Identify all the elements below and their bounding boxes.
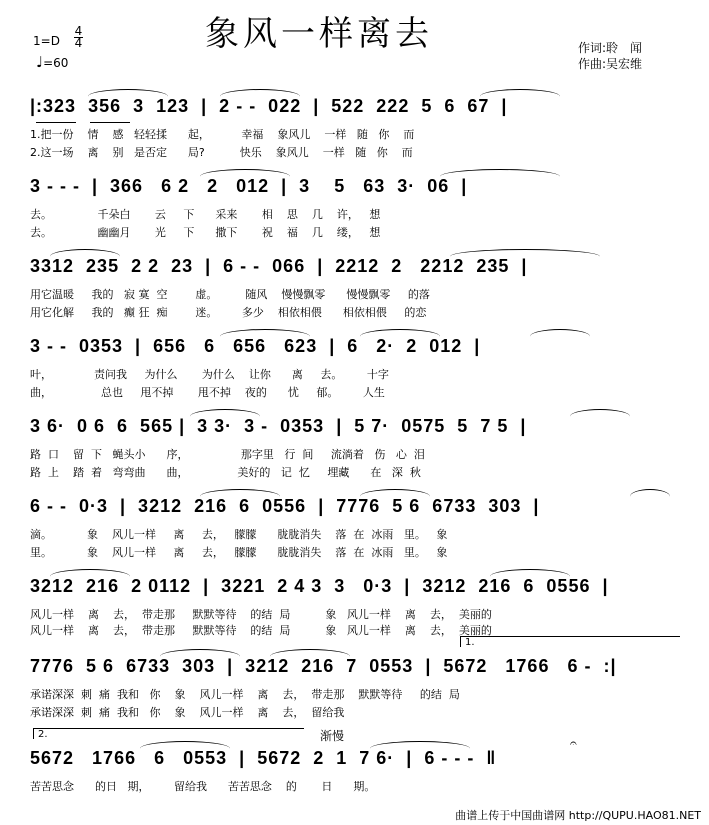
- lyricist-credit: 作词:聆 闻: [578, 41, 643, 55]
- slur: [140, 741, 230, 756]
- tempo-marking: [36, 53, 68, 71]
- slur: [360, 489, 430, 504]
- quarter-note-icon: ♩: [36, 53, 44, 71]
- notation-line: 3 - - - | 366 6 2 2 012 | 3 5 63 3· 06 |: [30, 176, 468, 196]
- slur: [220, 329, 310, 344]
- notation-line: |:323 356 3 123 | 2 - - 022 | 522 222 5 6 67 |: [30, 96, 508, 116]
- lyric-verse-1: 路 口 留 下 蝇头小 序， 那字里 行 间 流淌着 伤 心 泪: [30, 448, 425, 461]
- song-title: 象风一样离去: [205, 14, 433, 54]
- time-bottom: 4: [74, 36, 83, 50]
- lyric-verse-2: 里。 象 风儿一样 离 去， 朦朦 胧胧消失 落 在 冰雨 里。 象: [30, 546, 448, 559]
- lyric-verse-2: 去。 幽幽月 光 下 撒下 祝 福 几 缕， 想: [30, 226, 381, 239]
- composer-credit: 作曲:吴宏维: [578, 57, 643, 71]
- key-label: 1=D: [33, 34, 60, 48]
- volta-bracket-1: [460, 636, 680, 647]
- slur: [88, 89, 168, 104]
- slur: [50, 569, 130, 584]
- lyric-verse-2: 2.这一场 离 别 是否定 局? 快乐 象风儿 一样 随 你 而: [30, 146, 413, 159]
- lyric-verse-1: 用它温暖 我的 寂 寞 空 虚。 随风 慢慢飘零 慢慢飘零 的落: [30, 288, 430, 301]
- underline-beam: [36, 122, 76, 123]
- volta-bracket-2: [33, 728, 304, 739]
- slur: [530, 329, 590, 344]
- tempo-value: =60: [43, 56, 69, 70]
- score-system-5: [30, 416, 680, 486]
- slur: [220, 89, 300, 104]
- lyric-verse-1: 滴。 象 风儿一样 离 去， 朦朦 胧胧消失 落 在 冰雨 里。 象: [30, 528, 448, 541]
- score-system-1: [30, 96, 680, 166]
- slur: [480, 89, 560, 104]
- volta-1-label: 1.: [465, 637, 475, 648]
- lyric-verse-1: 叶， 责问我 为什么 为什么 让你 离 去。 十字: [30, 368, 389, 381]
- slur: [200, 169, 290, 184]
- lyric-verse-2: 风儿一样 离 去， 带走那 默默等待 的结 局 象 风儿一样 离 去， 美丽的: [30, 624, 492, 637]
- score-system-7: [30, 576, 680, 636]
- volta-2-label: 2.: [38, 729, 48, 740]
- lyric-verse-2: 承诺深深 刺 痛 我和 你 象 风儿一样 离 去， 留给我: [30, 706, 345, 719]
- slur: [270, 649, 350, 664]
- slur: [370, 741, 470, 756]
- notation-line: 6 - - 0·3 | 3212 216 6 0556 | 7776 5 6 6733 303 |: [30, 496, 540, 516]
- lyric-verse-2: 曲， 总也 甩不掉 甩不掉 夜的 忧 郁。 人生: [30, 386, 385, 399]
- underline-beam: [90, 122, 130, 123]
- slur: [630, 489, 670, 504]
- score-system-8: [30, 656, 680, 726]
- lyric-verse-2: 路 上 踏 着 弯弯曲 曲， 美好的 记 忆 埋藏 在 深 秋: [30, 466, 421, 479]
- lyric-verse-1: 去。 千朵白 云 下 采来 相 思 几 许， 想: [30, 208, 381, 221]
- slur: [50, 249, 120, 264]
- slur: [490, 569, 570, 584]
- lyric-verse-1: 风儿一样 离 去， 带走那 默默等待 的结 局 象 风儿一样 离 去， 美丽的: [30, 608, 492, 621]
- time-top: 4: [74, 24, 83, 38]
- slur: [450, 249, 600, 264]
- key-signature: [33, 34, 60, 48]
- score-system-4: [30, 336, 680, 406]
- lyric-verse-1: 苦苦思念 的日 期， 留给我 苦苦思念 的 日 期。: [30, 780, 376, 793]
- slur: [200, 489, 280, 504]
- score-system-2: [30, 176, 680, 246]
- lyric-verse-1: 1.把一份 情 感 轻轻揉 起， 幸福 象风儿 一样 随 你 而: [30, 128, 415, 141]
- notation-line: 3 - - 0353 | 656 6 656 623 | 6 2· 2 012 |: [30, 336, 481, 356]
- tempo-change-marking: 渐慢: [320, 729, 345, 743]
- footer-watermark: 曲谱上传于中国曲谱网 http://QUPU.HAO81.NET: [455, 809, 701, 822]
- fermata-icon: 𝄐: [570, 736, 577, 750]
- score-system-3: [30, 256, 680, 326]
- slur: [190, 409, 260, 424]
- notation-line: 3212 216 2 0112 | 3221 2 4 3 3 0·3 | 3212 216 6 0556 |: [30, 576, 609, 596]
- notation-line: 5672 1766 6 0553 | 5672 2 1 7 6· | 6 - - - ‖: [30, 748, 497, 768]
- slur: [160, 649, 240, 664]
- slur: [440, 169, 560, 184]
- slur: [360, 329, 440, 344]
- slur: [570, 409, 630, 424]
- notation-line: 3312 235 2 2 23 | 6 - - 066 | 2212 2 2212 235 |: [30, 256, 528, 276]
- lyric-verse-1: 承诺深深 刺 痛 我和 你 象 风儿一样 离 去， 带走那 默默等待 的结 局: [30, 688, 460, 701]
- time-signature: [74, 26, 83, 49]
- notation-line: 3 6· 0 6 6 565 | 3 3· 3 - 0353 | 5 7· 0575 5 7 5 |: [30, 416, 527, 436]
- score-system-6: [30, 496, 680, 566]
- lyric-verse-2: 用它化解 我的 癫 狂 痴 迷。 多少 相依相偎 相依相偎 的恋: [30, 306, 427, 319]
- notation-line: 7776 5 6 6733 303 | 3212 216 7 0553 | 5672 1766 6 - :|: [30, 656, 617, 676]
